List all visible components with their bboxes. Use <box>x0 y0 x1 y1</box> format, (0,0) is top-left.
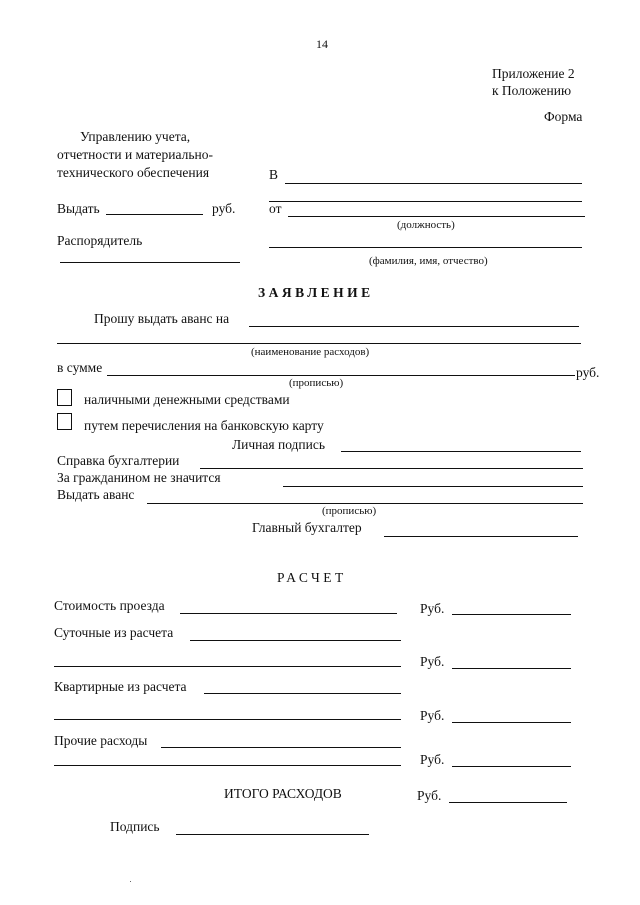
in-words-hint-2: (прописью) <box>322 505 377 517</box>
other-expenses-field-line-2[interactable] <box>54 765 401 766</box>
lodging-currency: Руб. <box>420 708 445 723</box>
expenses-hint: (наименование расходов) <box>251 346 370 358</box>
personal-signature-field[interactable] <box>341 451 581 452</box>
per-diem-label: Суточные из расчета <box>54 625 174 640</box>
no-debt-label: За гражданином не значится <box>57 470 221 485</box>
to-field[interactable] <box>285 183 582 184</box>
addressee-line-1: Управлению учета, <box>80 129 191 144</box>
issue-label: Выдать <box>57 201 100 216</box>
to-label: В <box>269 167 279 182</box>
manager-label: Распорядитель <box>57 233 143 248</box>
lodging-field[interactable] <box>204 693 401 694</box>
appendix-label: Приложение 2 <box>492 66 575 81</box>
manager-signature-field[interactable] <box>60 262 240 263</box>
other-amount-field[interactable] <box>452 766 571 767</box>
travel-label: Стоимость проезда <box>54 598 165 613</box>
per-diem-amount-field[interactable] <box>452 668 571 669</box>
addressee-line-2: отчетности и материально- <box>57 147 213 162</box>
per-diem-field-line-2[interactable] <box>54 666 401 667</box>
per-diem-currency: Руб. <box>420 654 445 669</box>
from-label: от <box>269 201 282 216</box>
travel-currency: Руб. <box>420 601 445 616</box>
form-label: Форма <box>544 109 583 124</box>
position-hint: (должность) <box>397 219 455 231</box>
amount-words-field[interactable] <box>107 375 575 376</box>
card-option-label: путем перечисления на банковскую карту <box>84 418 324 433</box>
other-expenses-label: Прочие расходы <box>54 733 148 748</box>
chief-accountant-signature-field[interactable] <box>384 536 578 537</box>
signature-label: Подпись <box>110 819 160 834</box>
in-words-hint: (прописью) <box>289 377 344 389</box>
signature-field[interactable] <box>176 834 369 835</box>
no-debt-field[interactable] <box>283 486 583 487</box>
total-label: ИТОГО РАСХОДОВ <box>224 786 342 801</box>
issue-currency: руб. <box>212 201 236 216</box>
regulation-label: к Положению <box>492 83 572 98</box>
page-number: 14 <box>316 37 328 51</box>
amount-currency: руб. <box>576 365 600 380</box>
chief-accountant-label: Главный бухгалтер <box>252 520 362 535</box>
travel-amount-field[interactable] <box>452 614 571 615</box>
calculation-title: РАСЧЕТ <box>277 570 347 585</box>
other-currency: Руб. <box>420 752 445 767</box>
issue-advance-label: Выдать аванс <box>57 487 135 502</box>
to-field-line-2[interactable] <box>269 201 582 202</box>
cash-option-label: наличными денежными средствами <box>84 392 290 407</box>
per-diem-field[interactable] <box>190 640 401 641</box>
other-expenses-field[interactable] <box>161 747 401 748</box>
issue-amount-field[interactable] <box>106 214 203 215</box>
name-hint: (фамилия, имя, отчество) <box>369 255 488 267</box>
total-amount-field[interactable] <box>449 802 567 803</box>
accounting-note-field[interactable] <box>200 468 583 469</box>
statement-title: ЗАЯВЛЕНИЕ <box>258 285 374 300</box>
lodging-label: Квартирные из расчета <box>54 679 187 694</box>
request-purpose-field[interactable] <box>249 326 579 327</box>
lodging-amount-field[interactable] <box>452 722 571 723</box>
request-label: Прошу выдать аванс на <box>94 311 230 326</box>
travel-field[interactable] <box>180 613 397 614</box>
from-name-field[interactable] <box>269 247 582 248</box>
accounting-note-label: Справка бухгалтерии <box>57 453 180 468</box>
lodging-field-line-2[interactable] <box>54 719 401 720</box>
issue-advance-field[interactable] <box>147 503 583 504</box>
from-position-field[interactable] <box>288 216 585 217</box>
amount-label: в сумме <box>57 360 103 375</box>
scan-speck <box>130 881 131 882</box>
request-purpose-field-line-2[interactable] <box>57 343 581 344</box>
cash-checkbox[interactable] <box>57 389 72 406</box>
personal-signature-label: Личная подпись <box>232 437 326 452</box>
card-checkbox[interactable] <box>57 413 72 430</box>
total-currency: Руб. <box>417 788 442 803</box>
addressee-line-3: технического обеспечения <box>57 165 210 180</box>
